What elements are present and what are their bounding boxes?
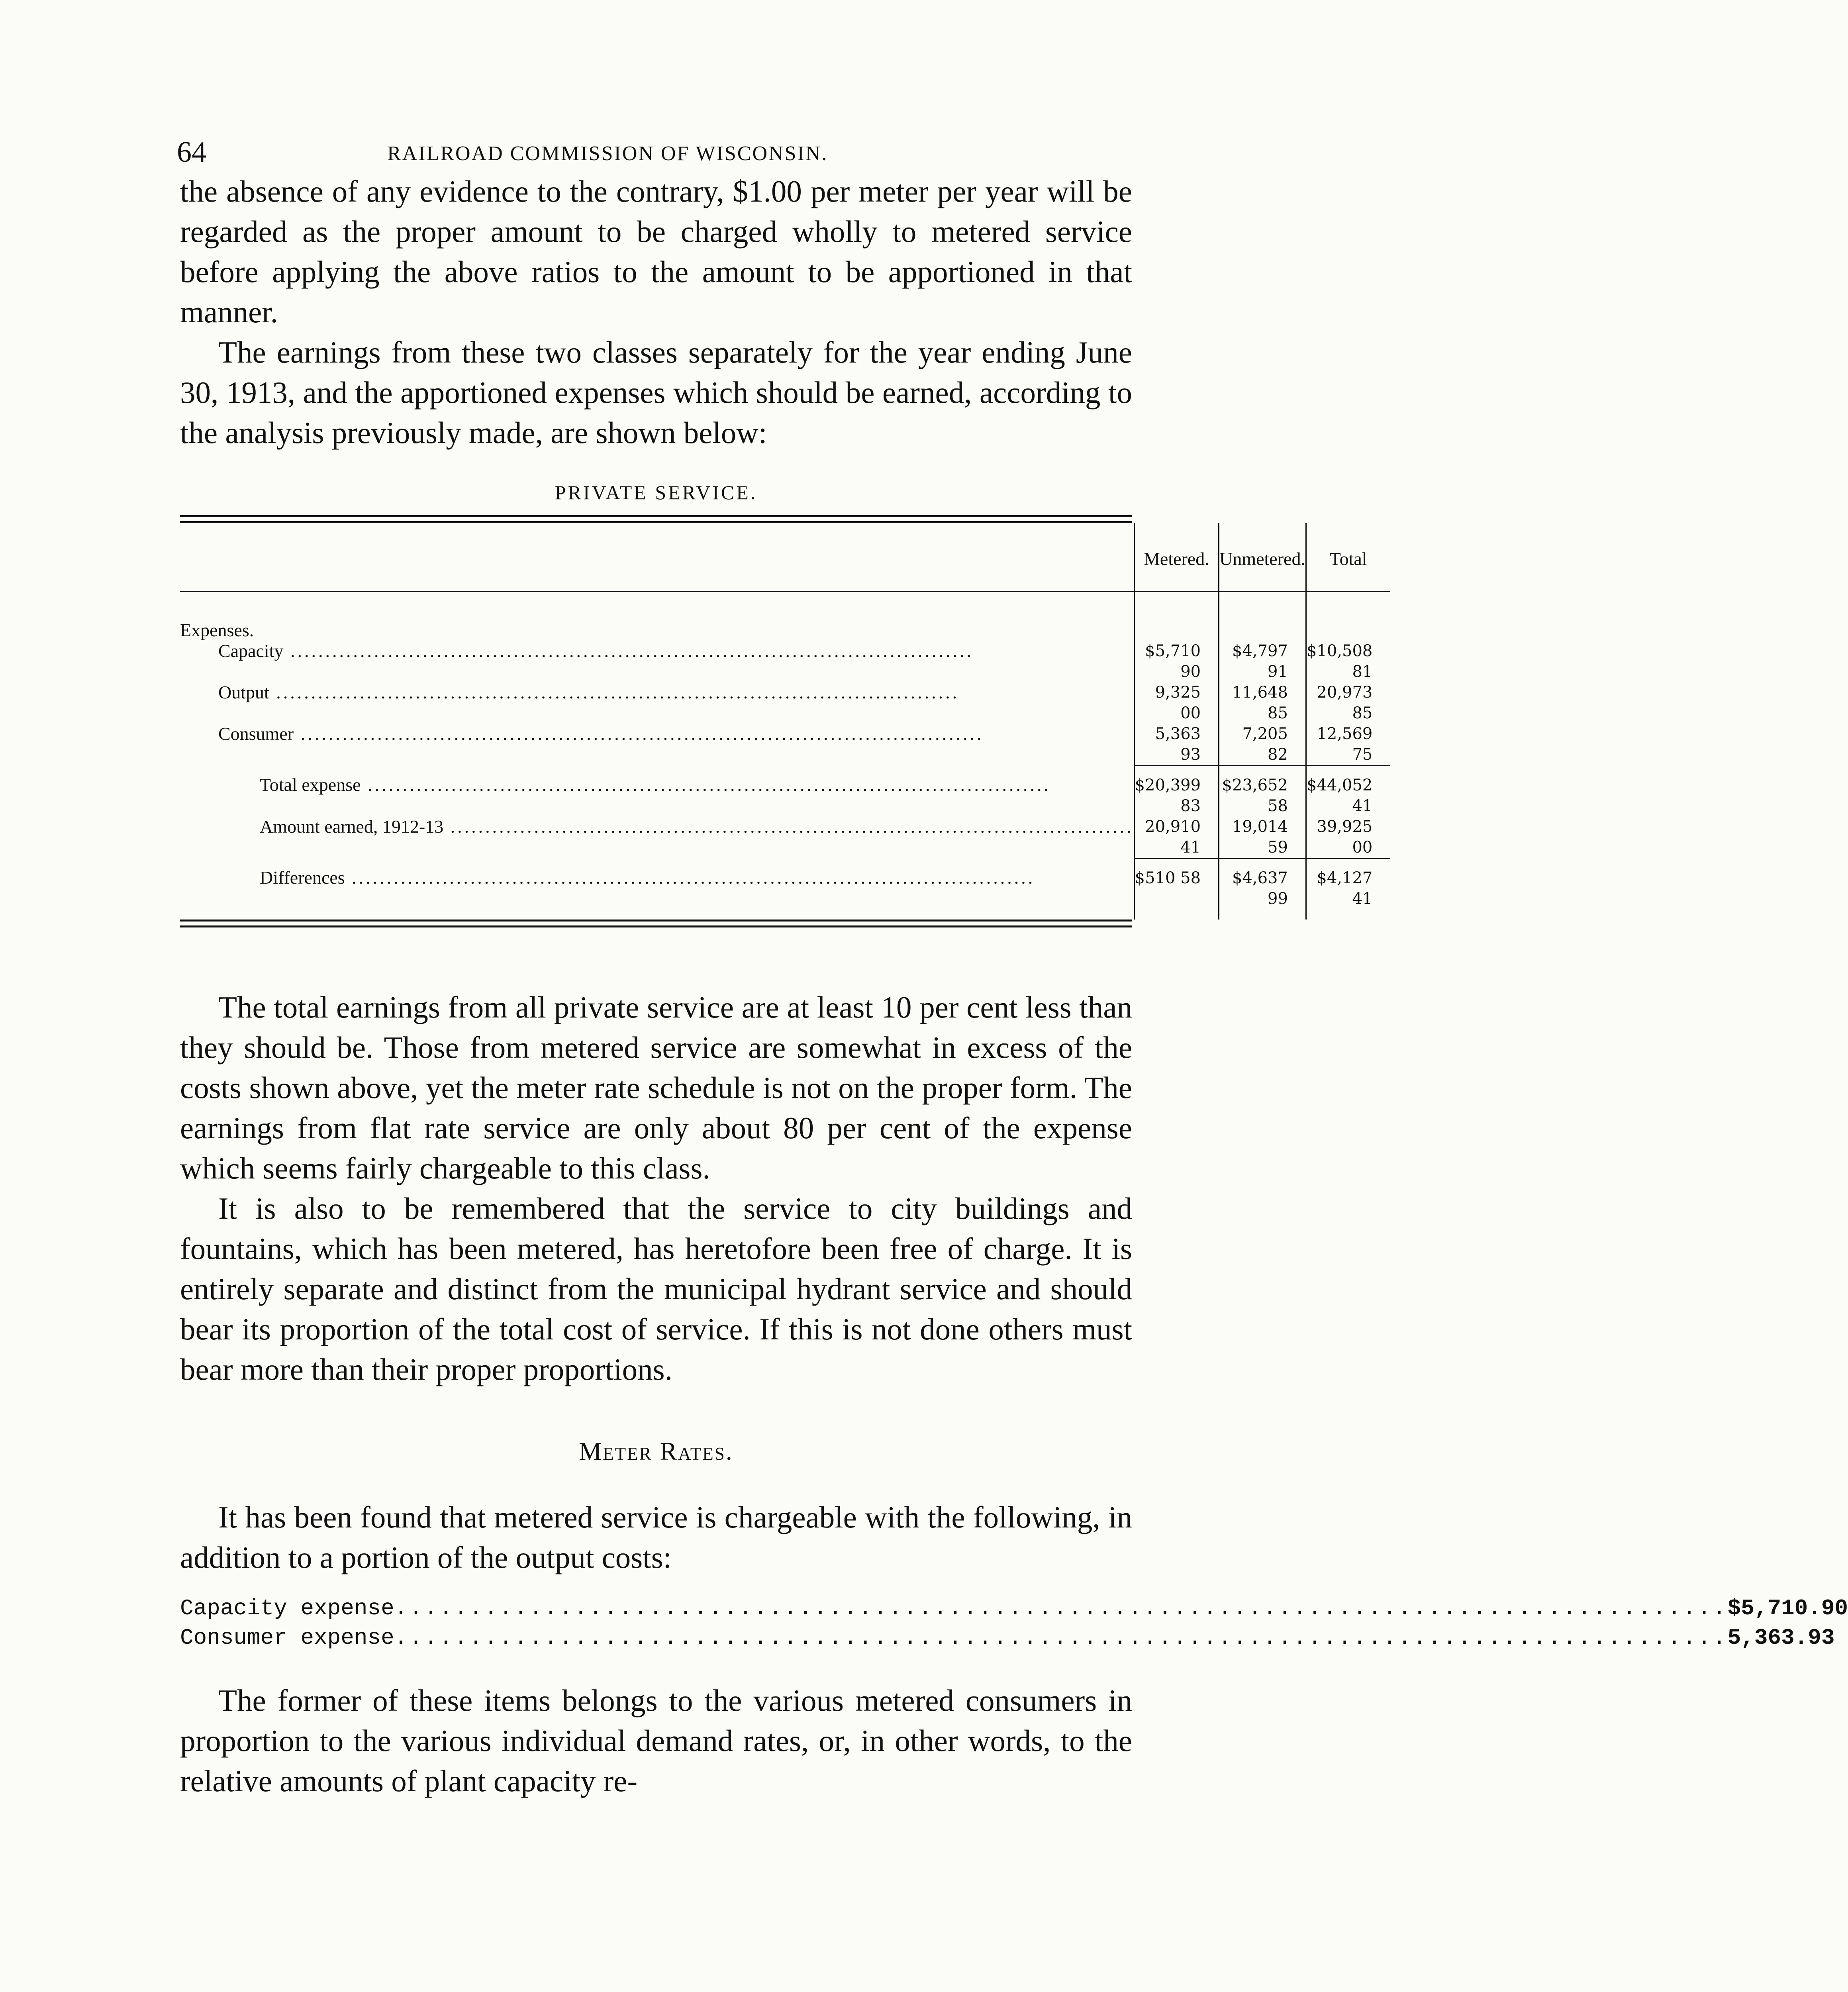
cell-metered: 9,325 00 (1134, 682, 1219, 723)
paragraph-6: The former of these items belongs to the various metered consumers in proportion to the various individual demand rates, or, in other words, to the relative amounts of plant capacity re- (180, 1683, 1132, 1798)
cell-unmetered: 19,014 59 (1219, 816, 1306, 859)
cell-total: $4,127 41 (1306, 859, 1390, 920)
page-number: 64 (177, 136, 206, 169)
cell-unmetered: $23,652 58 (1219, 766, 1306, 817)
cell-unmetered: 7,205 82 (1219, 723, 1306, 766)
table-bottom-rule (180, 920, 1132, 927)
expense-list-item (180, 1594, 1848, 1623)
table-row-amount-earned (180, 816, 1390, 859)
cell-total: 39,925 00 (1306, 816, 1390, 859)
column-header: Total (1306, 523, 1390, 592)
row-label: Capacity ..... (180, 641, 1134, 661)
table-stub-header (180, 523, 1134, 592)
expense-value: $5,710.90 (1727, 1596, 1848, 1621)
paragraph-5: It has been found that metered service is chargeable with the following, in addition to a portion of the output costs: (180, 1500, 1132, 1574)
cell-total: 12,569 75 (1306, 723, 1390, 766)
table-row (180, 723, 1390, 766)
row-label: Amount earned, 1912-13 ..... (180, 816, 1134, 837)
row-label: Output ..... (180, 682, 1134, 703)
cell-metered: $20,399 83 (1134, 766, 1219, 817)
row-label: Consumer ..... (180, 723, 1134, 744)
paragraph-2: The earnings from these two classes separately for the year ending June 30, 1913, and the apportioned expenses which should be earned, according to the analysis previously made, are shown below: (180, 335, 1132, 450)
cell-unmetered: $4,637 99 (1219, 859, 1306, 920)
cell-unmetered: 11,648 85 (1219, 682, 1306, 723)
cell-total: 20,973 85 (1306, 682, 1390, 723)
column-header: Unmetered. (1219, 523, 1306, 592)
cell-total: $44,052 41 (1306, 766, 1390, 817)
document-page (177, 135, 1848, 1801)
cell-metered: 20,910 41 (1134, 816, 1219, 859)
row-label: Differences ..... (180, 867, 1134, 888)
column-header: Metered. (1134, 523, 1219, 592)
table-group-row (180, 592, 1390, 641)
paragraph-1: the absence of any evidence to the contrary, $1.00 per meter per year will be regarded as the proper amount to be charged wholly to metered service before applying the above ratios to the amount to be apportioned in that manner. (180, 174, 1132, 329)
paragraph-3: The total earnings from all private service are at least 10 per cent less than they should be. Those from metered service are somewhat in excess of the costs shown above, yet the meter rate schedule is not on the proper form. The earnings from flat rate service are only about 80 per cent of the expense which seems fairly chargeable to this class. (180, 990, 1132, 1185)
running-head-title: RAILROAD COMMISSION OF WISCONSIN. (387, 142, 828, 165)
private-service-table (180, 523, 1390, 920)
expense-label: Capacity expense (180, 1596, 394, 1621)
table-top-rule (180, 515, 1132, 523)
cell-unmetered: $4,797 91 (1219, 641, 1306, 682)
cell-metered: $510 58 (1134, 859, 1219, 920)
table-header-row (180, 523, 1390, 592)
cell-metered: 5,363 93 (1134, 723, 1219, 766)
row-label-expenses: Expenses. (180, 620, 254, 640)
expense-label: Consumer expense (180, 1625, 394, 1651)
cell-metered: $5,710 90 (1134, 641, 1219, 682)
paragraph-4: It is also to be remembered that the service to city buildings and fountains, which has been metered, has heretofore been free of charge. It is entirely separate and distinct from the municipal hydrant service and should bear its proportion of the total cost of service. If this is not done others must bear more than their proper proportions. (180, 1191, 1132, 1386)
section-heading: Meter Rates. (579, 1437, 733, 1465)
table-row (180, 641, 1390, 682)
row-label: Total expense ..... (180, 774, 1134, 795)
expense-value: 5,363.93 (1727, 1625, 1835, 1651)
expense-list-item (180, 1623, 1835, 1653)
table-row-total-expense (180, 766, 1390, 817)
table-title: PRIVATE SERVICE. (555, 481, 758, 504)
running-head (177, 135, 1132, 171)
table-row (180, 682, 1390, 723)
table-row-differences (180, 859, 1390, 920)
cell-total: $10,508 81 (1306, 641, 1390, 682)
